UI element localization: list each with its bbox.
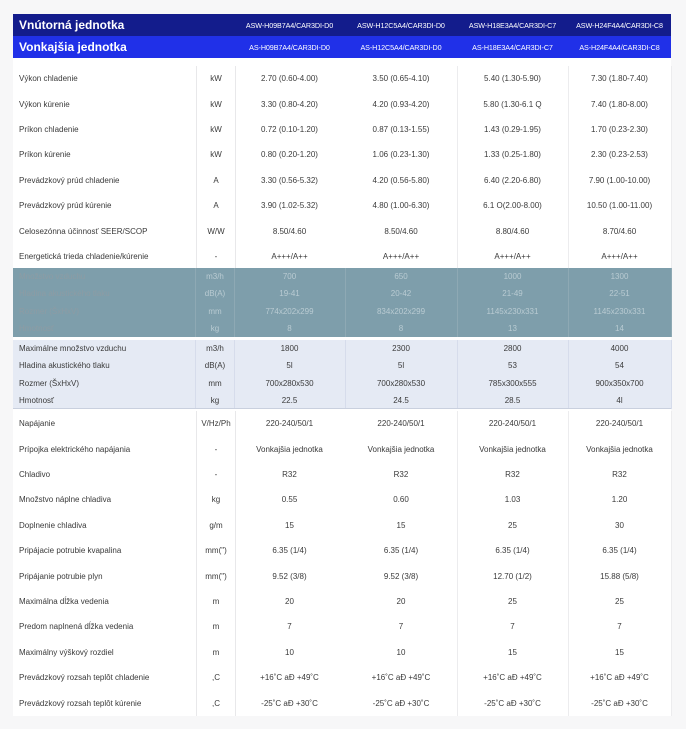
value-cell-model-1: 774x202x299 [234, 303, 346, 320]
value-cell-model-4: 22-51 [568, 285, 672, 302]
value-cell-model-2: 5l [345, 357, 458, 374]
row-unit: mm(") [196, 563, 236, 588]
indoor-model-3: ASW-H18E3A4/CAR3DI-C7 [468, 20, 557, 30]
value-cell-model-1: Vonkajšia jednotka [256, 444, 323, 454]
indoor-model-1: ASW-H09B7A4/CAR3DI-D0 [245, 20, 334, 30]
value-cell-model-4: 2.30 (0.23-2.53) [568, 142, 672, 167]
table-row [13, 640, 671, 665]
row-label: Hmotnosť [13, 392, 196, 409]
table-row [13, 513, 671, 538]
table-row [13, 614, 671, 639]
table-row [13, 168, 671, 193]
outdoor-model-3: AS-H18E3A4/CAR3DI-C7 [472, 42, 553, 52]
value-cell-model-4: Vonkajšia jednotka [568, 436, 672, 461]
value-cell-model-3: 2800 [457, 340, 569, 357]
outdoor-unit-label: Vonkajšia jednotka [19, 40, 127, 54]
value-cell-model-3: 13 [457, 320, 569, 337]
table-row [13, 589, 671, 614]
row-label: Prevádzkový rozsah teplôt chladenie [19, 673, 150, 683]
table-row [13, 193, 671, 218]
value-cell-model-4: 7.40 (1.80-8.00) [568, 91, 672, 116]
row-label: Množstvo náplne chladiva [19, 495, 112, 505]
value-cell-model-2: 7 [345, 614, 458, 639]
value-cell-model-2: 6.35 (1/4) [345, 538, 458, 563]
row-unit: m [196, 589, 236, 614]
value-cell-model-3: 28.5 [457, 392, 569, 409]
row-label: Množstvo vzduchu [13, 268, 196, 285]
value-cell-model-1: 0.55 [281, 495, 298, 505]
row-unit: kg [196, 392, 235, 409]
value-cell-model-1: 9.52 (3/8) [272, 571, 307, 581]
value-cell-model-1: 3.90 (1.02-5.32) [261, 201, 318, 211]
value-cell-model-4: A+++/A++ [568, 244, 672, 269]
value-cell-model-2: 700x280x530 [345, 375, 458, 392]
table-row [13, 690, 671, 715]
indoor-unit-label: Vnútorná jednotka [19, 18, 125, 32]
row-unit: A [196, 193, 236, 218]
row-label: Rozmer (ŠxHxV) [13, 303, 196, 320]
row-label: Energetická trieda chladenie/kúrenie [19, 251, 149, 261]
value-cell-model-1: 0.72 (0.10-1.20) [261, 124, 318, 134]
value-cell-model-2: 0.87 (0.13-1.55) [345, 117, 458, 142]
value-cell-model-3: Vonkajšia jednotka [457, 436, 569, 461]
value-cell-model-3: 1145x230x331 [457, 303, 569, 320]
value-cell-model-2: 4.20 (0.93-4.20) [345, 91, 458, 116]
value-cell-model-3: 1000 [457, 268, 569, 285]
value-cell-model-3: 220-240/50/1 [457, 411, 569, 436]
value-cell-model-4: 15.88 (5/8) [568, 563, 672, 588]
row-label: Prípojka elektrického napájania [19, 444, 131, 454]
value-cell-model-2: +16˚C aĐ +49˚C [345, 665, 458, 690]
value-cell-model-4: 4000 [568, 340, 672, 357]
row-unit: kW [196, 91, 236, 116]
row-label: Príkon kúrenie [19, 150, 71, 160]
value-cell-model-1: 7 [287, 622, 292, 632]
value-cell-model-3: 8.80/4.60 [457, 218, 569, 243]
row-unit: kW [196, 142, 236, 167]
value-cell-model-1: A+++/A++ [271, 251, 308, 261]
value-cell-model-2: 0.60 [345, 487, 458, 512]
value-cell-model-1: 700x280x530 [234, 375, 346, 392]
value-cell-model-1: 3.30 (0.56-5.32) [261, 175, 318, 185]
row-label: Rozmer (ŠxHxV) [13, 375, 196, 392]
table-row [13, 268, 671, 285]
row-unit: kg [196, 487, 236, 512]
row-unit: m [196, 640, 236, 665]
value-cell-model-4: 6.35 (1/4) [568, 538, 672, 563]
value-cell-model-1: 220-240/50/1 [265, 419, 314, 429]
value-cell-model-1: 0.80 (0.20-1.20) [261, 150, 318, 160]
row-label: Hmotnosť [13, 320, 196, 337]
value-cell-model-2: 10 [345, 640, 458, 665]
indoor-model-2: ASW-H12C5A4/CAR3DI-D0 [357, 20, 445, 30]
value-cell-model-4: 900x350x700 [568, 375, 672, 392]
value-cell-model-4: 8.70/4.60 [568, 218, 672, 243]
row-label: Napájanie [19, 419, 56, 429]
value-cell-model-3: R32 [457, 462, 569, 487]
outdoor-model-2: AS-H12C5A4/CAR3DI-D0 [360, 42, 442, 52]
table-row [13, 538, 671, 563]
value-cell-model-3: 6.40 (2.20-6.80) [457, 168, 569, 193]
value-cell-model-3: 5.40 (1.30-5.90) [457, 66, 569, 91]
value-cell-model-1: 20 [285, 596, 294, 606]
value-cell-model-3: 15 [457, 640, 569, 665]
value-cell-model-1: 3.30 (0.80-4.20) [261, 99, 318, 109]
value-cell-model-4: 1145x230x331 [568, 303, 672, 320]
value-cell-model-3: 6.1 O(2.00-8.00) [457, 193, 569, 218]
value-cell-model-2: 834x202x299 [345, 303, 458, 320]
value-cell-model-1: R32 [282, 469, 297, 479]
value-cell-model-1: +16˚C aĐ +49˚C [260, 673, 319, 683]
value-cell-model-2: 650 [345, 268, 458, 285]
value-cell-model-2: 1.06 (0.23-1.30) [345, 142, 458, 167]
value-cell-model-3: 1.03 [457, 487, 569, 512]
row-label: Celosezónna účinnosť SEER/SCOP [19, 226, 148, 236]
table-row [13, 411, 671, 436]
value-cell-model-2: 4.80 (1.00-6.30) [345, 193, 458, 218]
value-cell-model-2: -25˚C aĐ +30˚C [345, 690, 458, 715]
row-unit: dB(A) [196, 285, 235, 302]
row-unit: ,C [196, 690, 236, 715]
value-cell-model-2: 9.52 (3/8) [345, 563, 458, 588]
table-row [13, 665, 671, 690]
value-cell-model-4: 7.30 (1.80-7.40) [568, 66, 672, 91]
row-unit: A [196, 168, 236, 193]
value-cell-model-3: 785x300x555 [457, 375, 569, 392]
value-cell-model-3: 53 [457, 357, 569, 374]
row-label: Pripájanie potrubie plyn [19, 571, 103, 581]
value-cell-model-4: R32 [568, 462, 672, 487]
table-row [13, 320, 671, 337]
value-cell-model-4: 1.70 (0.23-2.30) [568, 117, 672, 142]
value-cell-model-2: R32 [345, 462, 458, 487]
row-unit: mm [196, 375, 235, 392]
value-cell-model-4: 4l [568, 392, 672, 409]
row-unit: - [196, 462, 236, 487]
value-cell-model-3: 25 [457, 513, 569, 538]
value-cell-model-2: Vonkajšia jednotka [345, 436, 458, 461]
value-cell-model-2: 15 [345, 513, 458, 538]
row-label: Chladivo [19, 469, 51, 479]
value-cell-model-1: 6.35 (1/4) [272, 546, 307, 556]
table-row [13, 66, 671, 91]
row-unit: dB(A) [196, 357, 235, 374]
row-label: Prevádzkový rozsah teplôt kúrenie [19, 698, 142, 708]
row-unit: mm [196, 303, 235, 320]
table-row [13, 244, 671, 269]
row-unit: mm(") [196, 538, 236, 563]
table-row [13, 91, 671, 116]
row-unit: kW [196, 66, 236, 91]
value-cell-model-3: 1.43 (0.29-1.95) [457, 117, 569, 142]
table-row [13, 303, 671, 320]
table-row [13, 340, 671, 357]
value-cell-model-4: 1.20 [568, 487, 672, 512]
row-unit: m [196, 614, 236, 639]
table-row [13, 392, 671, 409]
table-row [13, 375, 671, 392]
value-cell-model-1: 2.70 (0.60-4.00) [261, 74, 318, 84]
value-cell-model-2: 3.50 (0.65-4.10) [345, 66, 458, 91]
value-cell-model-2: 8 [345, 320, 458, 337]
value-cell-model-4: 14 [568, 320, 672, 337]
value-cell-model-3: 21-49 [457, 285, 569, 302]
value-cell-model-3: 1.33 (0.25-1.80) [457, 142, 569, 167]
row-label: Príkon chladenie [19, 124, 79, 134]
table-row [13, 117, 671, 142]
value-cell-model-3: 12.70 (1/2) [457, 563, 569, 588]
row-unit: V/Hz/Ph [196, 411, 236, 436]
outdoor-model-4: AS-H24F4A4/CAR3DI-C8 [579, 42, 660, 52]
row-label: Výkon kúrenie [19, 99, 70, 109]
value-cell-model-2: 20-42 [345, 285, 458, 302]
value-cell-model-1: 8.50/4.60 [272, 226, 307, 236]
value-cell-model-1: -25˚C aĐ +30˚C [261, 698, 318, 708]
value-cell-model-3: -25˚C aĐ +30˚C [457, 690, 569, 715]
row-unit: ,C [196, 665, 236, 690]
table-row [13, 285, 671, 302]
indoor-model-4: ASW-H24F4A4/CAR3DI-C8 [576, 20, 663, 30]
row-label: Predom naplnená dĺžka vedenia [19, 622, 134, 632]
value-cell-model-4: 220-240/50/1 [568, 411, 672, 436]
value-cell-model-3: 7 [457, 614, 569, 639]
row-label: Maximálne množstvo vzduchu [13, 340, 196, 357]
value-cell-model-1: 19-41 [234, 285, 346, 302]
row-label: Pripájacie potrubie kvapalina [19, 546, 122, 556]
value-cell-model-3: 6.35 (1/4) [457, 538, 569, 563]
value-cell-model-4: 25 [568, 589, 672, 614]
value-cell-model-4: 7.90 (1.00-10.00) [568, 168, 672, 193]
row-unit: kW [196, 117, 236, 142]
row-unit: - [196, 436, 236, 461]
value-cell-model-1: 22.5 [234, 392, 346, 409]
row-unit: W/W [196, 218, 236, 243]
table-row [13, 462, 671, 487]
value-cell-model-3: 5.80 (1.30-6.1 Q [457, 91, 569, 116]
value-cell-model-2: 2300 [345, 340, 458, 357]
table-row [13, 487, 671, 512]
value-cell-model-1: 700 [234, 268, 346, 285]
value-cell-model-2: 24.5 [345, 392, 458, 409]
row-unit: kg [196, 320, 235, 337]
row-unit: m3/h [196, 340, 235, 357]
row-label: Prevádzkový prúd chladenie [19, 175, 120, 185]
value-cell-model-1: 8 [234, 320, 346, 337]
value-cell-model-4: +16˚C aĐ +49˚C [568, 665, 672, 690]
value-cell-model-4: 15 [568, 640, 672, 665]
value-cell-model-2: 4.20 (0.56-5.80) [345, 168, 458, 193]
outdoor-model-1: AS-H09B7A4/CAR3DI-D0 [249, 42, 330, 52]
value-cell-model-1: 5l [234, 357, 346, 374]
value-cell-model-3: 25 [457, 589, 569, 614]
table-row [13, 436, 671, 461]
value-cell-model-1: 10 [285, 647, 294, 657]
row-unit: g/m [196, 513, 236, 538]
value-cell-model-3: +16˚C aĐ +49˚C [457, 665, 569, 690]
row-label: Doplnenie chladiva [19, 520, 87, 530]
value-cell-model-2: 20 [345, 589, 458, 614]
value-cell-model-4: 7 [568, 614, 672, 639]
value-cell-model-2: 220-240/50/1 [345, 411, 458, 436]
value-cell-model-2: 8.50/4.60 [345, 218, 458, 243]
value-cell-model-4: 10.50 (1.00-11.00) [568, 193, 672, 218]
outdoor-unit-header [13, 36, 671, 58]
value-cell-model-3: A+++/A++ [457, 244, 569, 269]
table-row [13, 357, 671, 374]
row-label: Maximálna dĺžka vedenia [19, 596, 109, 606]
table-row [13, 563, 671, 588]
value-cell-model-4: 30 [568, 513, 672, 538]
value-cell-model-4: 1300 [568, 268, 672, 285]
value-cell-model-1: 1800 [234, 340, 346, 357]
row-label: Hladina akustického tlaku [13, 357, 196, 374]
value-cell-model-2: A+++/A++ [345, 244, 458, 269]
indoor-unit-header [13, 14, 671, 36]
value-cell-model-1: 15 [285, 520, 294, 530]
spec-sheet [13, 14, 671, 716]
row-label: Výkon chladenie [19, 74, 78, 84]
group-divider [13, 408, 671, 409]
table-row [13, 218, 671, 243]
row-label: Maximálny výškový rozdiel [19, 647, 114, 657]
row-label: Prevádzkový prúd kúrenie [19, 201, 112, 211]
table-row [13, 142, 671, 167]
row-unit: - [196, 244, 236, 269]
value-cell-model-4: 54 [568, 357, 672, 374]
value-cell-model-4: -25˚C aĐ +30˚C [568, 690, 672, 715]
row-unit: m3/h [196, 268, 235, 285]
row-label: Hladina akustického tlaku [13, 285, 196, 302]
